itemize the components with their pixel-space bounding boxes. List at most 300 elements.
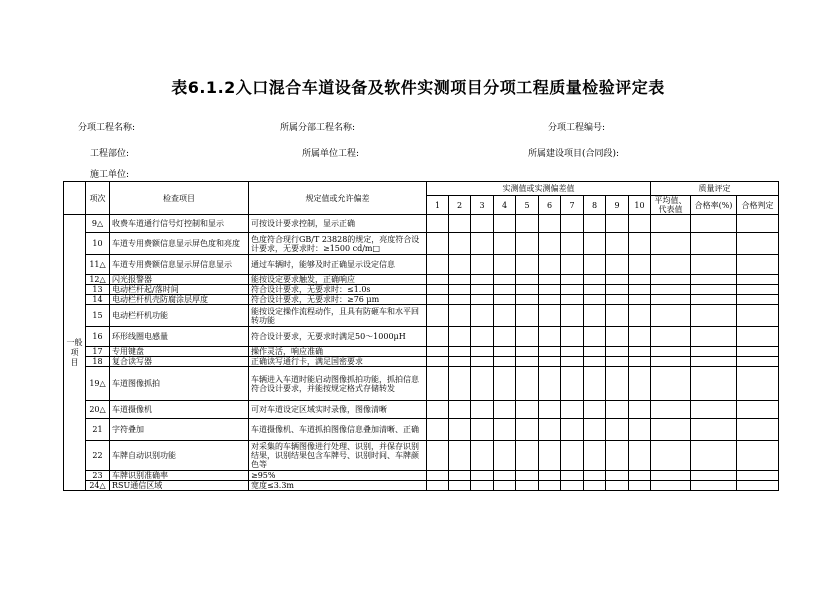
value-cell[interactable]: [606, 255, 629, 275]
value-cell[interactable]: [427, 327, 449, 347]
value-cell[interactable]: [691, 357, 737, 367]
value-cell[interactable]: [737, 215, 779, 233]
value-cell[interactable]: [471, 481, 494, 491]
value-cell[interactable]: [427, 401, 449, 419]
row-no: 13: [86, 285, 110, 295]
value-cell[interactable]: [691, 481, 737, 491]
row-item: 专用键盘: [110, 347, 249, 357]
value-cell[interactable]: [494, 471, 516, 481]
row-item: 车道专用费额信息显示屏色度和亮度: [110, 233, 249, 255]
value-cell[interactable]: [606, 275, 629, 285]
value-cell[interactable]: [516, 367, 539, 401]
value-cell[interactable]: [471, 419, 494, 441]
table-row: [64, 275, 779, 285]
value-cell[interactable]: [584, 233, 606, 255]
table-row: [64, 367, 779, 401]
value-cell[interactable]: [471, 285, 494, 295]
value-cell[interactable]: [516, 295, 539, 305]
value-cell[interactable]: [737, 419, 779, 441]
parent-project-name-label: 所属分部工程名称:: [280, 123, 356, 133]
value-cell[interactable]: [427, 347, 449, 357]
value-cell[interactable]: [651, 419, 691, 441]
value-cell[interactable]: [651, 275, 691, 285]
header-col-2: 2: [449, 196, 471, 215]
value-cell[interactable]: [427, 357, 449, 367]
value-cell[interactable]: [737, 367, 779, 401]
value-cell[interactable]: [629, 255, 651, 275]
value-cell[interactable]: [606, 305, 629, 327]
value-cell[interactable]: [539, 401, 561, 419]
value-cell[interactable]: [651, 347, 691, 357]
header-spec: 规定值或允许偏差: [249, 182, 427, 215]
value-cell[interactable]: [629, 275, 651, 285]
row-spec: 可按设计要求控制，显示正确: [249, 215, 427, 233]
value-cell[interactable]: [539, 481, 561, 491]
value-cell[interactable]: [629, 367, 651, 401]
value-cell[interactable]: [471, 275, 494, 285]
value-cell[interactable]: [494, 441, 516, 471]
value-cell[interactable]: [606, 419, 629, 441]
row-no: 19△: [86, 367, 110, 401]
value-cell[interactable]: [737, 275, 779, 285]
row-item: 电动栏杆机壳防腐涂层厚度: [110, 295, 249, 305]
value-cell[interactable]: [449, 327, 471, 347]
row-spec: 色度符合现行GB/T 23828的规定，亮度符合设计要求，无要求时：≥1500 cd/m□: [249, 233, 427, 255]
value-cell[interactable]: [516, 481, 539, 491]
value-cell[interactable]: [539, 285, 561, 295]
row-no: 18: [86, 357, 110, 367]
value-cell[interactable]: [471, 255, 494, 275]
value-cell[interactable]: [516, 471, 539, 481]
header-col-9: 9: [606, 196, 629, 215]
table-row: [64, 285, 779, 295]
table-row: [64, 233, 779, 255]
blank-header-cell: [64, 182, 86, 215]
value-cell[interactable]: [651, 441, 691, 471]
table-row: [64, 441, 779, 471]
table-row: [64, 327, 779, 347]
value-cell[interactable]: [691, 233, 737, 255]
row-spec: 通过车辆时，能够及时正确显示设定信息: [249, 255, 427, 275]
row-spec: 车道摄像机、车道抓拍图像信息叠加清晰、正确: [249, 419, 427, 441]
value-cell[interactable]: [494, 295, 516, 305]
value-cell[interactable]: [584, 255, 606, 275]
value-cell[interactable]: [651, 285, 691, 295]
value-cell[interactable]: [561, 295, 584, 305]
value-cell[interactable]: [449, 367, 471, 401]
value-cell[interactable]: [516, 347, 539, 357]
header-col-10: 10: [629, 196, 651, 215]
value-cell[interactable]: [651, 255, 691, 275]
value-cell[interactable]: [516, 419, 539, 441]
table-row: [64, 481, 779, 491]
category-cell: [64, 215, 86, 491]
value-cell[interactable]: [584, 357, 606, 367]
construction-unit-label: 施工单位:: [90, 170, 130, 180]
value-cell[interactable]: [471, 347, 494, 357]
value-cell[interactable]: [561, 401, 584, 419]
value-cell[interactable]: [539, 347, 561, 357]
value-cell[interactable]: [651, 305, 691, 327]
value-cell[interactable]: [539, 295, 561, 305]
value-cell[interactable]: [691, 419, 737, 441]
row-no: 16: [86, 327, 110, 347]
value-cell[interactable]: [449, 357, 471, 367]
category-label: 一般 项 目: [66, 337, 83, 367]
value-cell[interactable]: [737, 347, 779, 357]
table-row: [64, 419, 779, 441]
value-cell[interactable]: [427, 275, 449, 285]
value-cell[interactable]: [606, 295, 629, 305]
value-cell[interactable]: [691, 215, 737, 233]
row-no: 10: [86, 233, 110, 255]
header-pass-judge: 合格判定: [737, 196, 779, 215]
header-avg: 平均值、代表值: [651, 196, 691, 215]
row-spec: 车辆进入车道时能启动图像抓拍功能，抓拍信息符合设计要求，并能按规定格式存储转发: [249, 367, 427, 401]
value-cell[interactable]: [629, 285, 651, 295]
sub-project-code-label: 分项工程编号:: [548, 123, 606, 133]
value-cell[interactable]: [494, 357, 516, 367]
value-cell[interactable]: [691, 471, 737, 481]
value-cell[interactable]: [516, 275, 539, 285]
value-cell[interactable]: [691, 441, 737, 471]
value-cell[interactable]: [561, 347, 584, 357]
value-cell[interactable]: [629, 305, 651, 327]
value-cell[interactable]: [737, 295, 779, 305]
value-cell[interactable]: [539, 233, 561, 255]
value-cell[interactable]: [629, 233, 651, 255]
value-cell[interactable]: [691, 255, 737, 275]
value-cell[interactable]: [651, 357, 691, 367]
header-col-6: 6: [539, 196, 561, 215]
value-cell[interactable]: [584, 347, 606, 357]
value-cell[interactable]: [449, 275, 471, 285]
value-cell[interactable]: [561, 367, 584, 401]
row-no: 15: [86, 305, 110, 327]
row-no: 12△: [86, 275, 110, 285]
row-item: 车道图像抓拍: [110, 367, 249, 401]
value-cell[interactable]: [584, 327, 606, 347]
value-cell[interactable]: [427, 419, 449, 441]
row-spec: 能按设定操作流程动作，且具有防砸车和水平回转功能: [249, 305, 427, 327]
header-col-1: 1: [427, 196, 449, 215]
unit-project-name-label: 所属单位工程:: [302, 149, 360, 159]
value-cell[interactable]: [737, 441, 779, 471]
value-cell[interactable]: [606, 481, 629, 491]
row-no: 23: [86, 471, 110, 481]
row-spec: 操作灵活，响应准确: [249, 347, 427, 357]
value-cell[interactable]: [539, 327, 561, 347]
row-no: 14: [86, 295, 110, 305]
value-cell[interactable]: [651, 215, 691, 233]
value-cell[interactable]: [606, 441, 629, 471]
value-cell[interactable]: [471, 367, 494, 401]
value-cell[interactable]: [629, 481, 651, 491]
value-cell[interactable]: [584, 401, 606, 419]
row-item: 复合读写器: [110, 357, 249, 367]
value-cell[interactable]: [737, 327, 779, 347]
value-cell[interactable]: [471, 215, 494, 233]
value-cell[interactable]: [629, 215, 651, 233]
header-col-4: 4: [494, 196, 516, 215]
value-cell[interactable]: [539, 357, 561, 367]
row-item: 收费车道通行信号灯控制和显示: [110, 215, 249, 233]
row-item: 车牌自动识别功能: [110, 441, 249, 471]
value-cell[interactable]: [606, 215, 629, 233]
value-cell[interactable]: [449, 481, 471, 491]
value-cell[interactable]: [471, 327, 494, 347]
row-spec: 正确读写通行卡，满足国密要求: [249, 357, 427, 367]
value-cell[interactable]: [606, 401, 629, 419]
value-cell[interactable]: [449, 441, 471, 471]
value-cell[interactable]: [584, 305, 606, 327]
row-no: 11△: [86, 255, 110, 275]
row-no: 9△: [86, 215, 110, 233]
value-cell[interactable]: [449, 305, 471, 327]
value-cell[interactable]: [449, 471, 471, 481]
value-cell[interactable]: [561, 215, 584, 233]
value-cell[interactable]: [471, 441, 494, 471]
value-cell[interactable]: [629, 441, 651, 471]
value-cell[interactable]: [629, 401, 651, 419]
value-cell[interactable]: [561, 481, 584, 491]
row-item: RSU通信区域: [110, 481, 249, 491]
row-item: 电动栏杆机功能: [110, 305, 249, 327]
value-cell[interactable]: [449, 255, 471, 275]
value-cell[interactable]: [629, 327, 651, 347]
row-no: 24△: [86, 481, 110, 491]
value-cell[interactable]: [606, 233, 629, 255]
value-cell[interactable]: [584, 481, 606, 491]
header-col-8: 8: [584, 196, 606, 215]
row-item: 车牌识别准确率: [110, 471, 249, 481]
value-cell[interactable]: [494, 419, 516, 441]
value-cell[interactable]: [584, 275, 606, 285]
value-cell[interactable]: [494, 481, 516, 491]
value-cell[interactable]: [516, 357, 539, 367]
value-cell[interactable]: [427, 305, 449, 327]
value-cell[interactable]: [584, 471, 606, 481]
value-cell[interactable]: [691, 285, 737, 295]
value-cell[interactable]: [584, 367, 606, 401]
value-cell[interactable]: [427, 285, 449, 295]
value-cell[interactable]: [691, 275, 737, 285]
quality-table: [63, 181, 779, 491]
value-cell[interactable]: [427, 233, 449, 255]
value-cell[interactable]: [449, 401, 471, 419]
value-cell[interactable]: [584, 419, 606, 441]
value-cell[interactable]: [516, 255, 539, 275]
value-cell[interactable]: [471, 401, 494, 419]
value-cell[interactable]: [737, 305, 779, 327]
value-cell[interactable]: [584, 441, 606, 471]
value-cell[interactable]: [539, 305, 561, 327]
value-cell[interactable]: [516, 305, 539, 327]
value-cell[interactable]: [629, 419, 651, 441]
row-no: 17: [86, 347, 110, 357]
value-cell[interactable]: [691, 327, 737, 347]
value-cell[interactable]: [737, 285, 779, 295]
value-cell[interactable]: [494, 285, 516, 295]
row-item: 电动栏杆起/落时间: [110, 285, 249, 295]
value-cell[interactable]: [539, 215, 561, 233]
row-spec: ≥95%: [249, 471, 427, 481]
value-cell[interactable]: [494, 215, 516, 233]
header-measured: 实测值或实测偏差值: [427, 182, 651, 196]
value-cell[interactable]: [561, 327, 584, 347]
value-cell[interactable]: [427, 471, 449, 481]
value-cell[interactable]: [691, 401, 737, 419]
value-cell[interactable]: [471, 471, 494, 481]
value-cell[interactable]: [539, 419, 561, 441]
value-cell[interactable]: [584, 285, 606, 295]
value-cell[interactable]: [449, 295, 471, 305]
row-item: 车道专用费额信息显示屏信息显示: [110, 255, 249, 275]
construction-item-label: 所属建设项目(合同段):: [528, 149, 620, 159]
value-cell[interactable]: [691, 367, 737, 401]
value-cell[interactable]: [561, 305, 584, 327]
table-row: [64, 471, 779, 481]
value-cell[interactable]: [629, 347, 651, 357]
table-row: [64, 347, 779, 357]
header-col-7: 7: [561, 196, 584, 215]
project-location-label: 工程部位:: [90, 149, 130, 159]
value-cell[interactable]: [737, 255, 779, 275]
value-cell[interactable]: [427, 367, 449, 401]
value-cell[interactable]: [561, 441, 584, 471]
value-cell[interactable]: [737, 481, 779, 491]
value-cell[interactable]: [449, 419, 471, 441]
value-cell[interactable]: [539, 255, 561, 275]
row-item: 闪光报警器: [110, 275, 249, 285]
row-no: 20△: [86, 401, 110, 419]
value-cell[interactable]: [651, 327, 691, 347]
value-cell[interactable]: [737, 401, 779, 419]
row-item: 环形线圈电感量: [110, 327, 249, 347]
row-spec: 符合设计要求，无要求时：≤1.0s: [249, 285, 427, 295]
value-cell[interactable]: [606, 367, 629, 401]
table-row: [64, 305, 779, 327]
header-quality: 质量评定: [651, 182, 779, 196]
value-cell[interactable]: [651, 481, 691, 491]
value-cell[interactable]: [471, 233, 494, 255]
value-cell[interactable]: [561, 255, 584, 275]
header-col-3: 3: [471, 196, 494, 215]
value-cell[interactable]: [494, 275, 516, 285]
value-cell[interactable]: [539, 471, 561, 481]
value-cell[interactable]: [606, 471, 629, 481]
value-cell[interactable]: [539, 367, 561, 401]
value-cell[interactable]: [539, 275, 561, 285]
value-cell[interactable]: [629, 295, 651, 305]
value-cell[interactable]: [494, 255, 516, 275]
page-title: 表6.1.2入口混合车道设备及软件实测项目分项工程质量检验评定表: [171, 78, 665, 97]
value-cell[interactable]: [561, 233, 584, 255]
value-cell[interactable]: [606, 327, 629, 347]
value-cell[interactable]: [737, 233, 779, 255]
value-cell[interactable]: [651, 367, 691, 401]
value-cell[interactable]: [651, 471, 691, 481]
value-cell[interactable]: [561, 419, 584, 441]
value-cell[interactable]: [494, 327, 516, 347]
value-cell[interactable]: [516, 285, 539, 295]
row-spec: 符合设计要求，无要求时：≥76 μm: [249, 295, 427, 305]
table-row: [64, 401, 779, 419]
value-cell[interactable]: [449, 215, 471, 233]
value-cell[interactable]: [494, 401, 516, 419]
value-cell[interactable]: [606, 285, 629, 295]
table-row: [64, 215, 779, 233]
value-cell[interactable]: [449, 233, 471, 255]
value-cell[interactable]: [494, 305, 516, 327]
value-cell[interactable]: [691, 347, 737, 357]
row-item: 字符叠加: [110, 419, 249, 441]
table-row: [64, 357, 779, 367]
header-col-5: 5: [516, 196, 539, 215]
value-cell[interactable]: [691, 305, 737, 327]
value-cell[interactable]: [606, 347, 629, 357]
value-cell[interactable]: [427, 255, 449, 275]
value-cell[interactable]: [449, 347, 471, 357]
value-cell[interactable]: [427, 441, 449, 471]
value-cell[interactable]: [561, 285, 584, 295]
value-cell[interactable]: [691, 295, 737, 305]
value-cell[interactable]: [427, 481, 449, 491]
value-cell[interactable]: [516, 327, 539, 347]
value-cell[interactable]: [629, 357, 651, 367]
value-cell[interactable]: [737, 471, 779, 481]
value-cell[interactable]: [471, 305, 494, 327]
row-spec: 能按设定要求触发，正确响应: [249, 275, 427, 285]
table-row: [64, 295, 779, 305]
value-cell[interactable]: [584, 215, 606, 233]
value-cell[interactable]: [494, 367, 516, 401]
row-spec: 宽度≤3.3m: [249, 481, 427, 491]
table-row: [64, 255, 779, 275]
row-spec: 对采集的车辆图像进行处理、识别，并保存识别结果，识别结果包含车牌号、识别时间、车牌颜色等: [249, 441, 427, 471]
row-no: 22: [86, 441, 110, 471]
value-cell[interactable]: [651, 233, 691, 255]
value-cell[interactable]: [516, 215, 539, 233]
value-cell[interactable]: [561, 275, 584, 285]
value-cell[interactable]: [516, 233, 539, 255]
row-no: 21: [86, 419, 110, 441]
value-cell[interactable]: [449, 285, 471, 295]
value-cell[interactable]: [427, 295, 449, 305]
header-pass-rate: 合格率(%): [691, 196, 737, 215]
header-check-item: 检查项目: [110, 182, 249, 215]
value-cell[interactable]: [561, 471, 584, 481]
value-cell[interactable]: [561, 357, 584, 367]
value-cell[interactable]: [494, 233, 516, 255]
value-cell[interactable]: [584, 295, 606, 305]
value-cell[interactable]: [606, 357, 629, 367]
value-cell[interactable]: [651, 295, 691, 305]
row-spec: 可对车道设定区域实时录像，图像清晰: [249, 401, 427, 419]
row-item: 车道摄像机: [110, 401, 249, 419]
value-cell[interactable]: [629, 471, 651, 481]
value-cell[interactable]: [516, 441, 539, 471]
value-cell[interactable]: [471, 357, 494, 367]
value-cell[interactable]: [471, 295, 494, 305]
value-cell[interactable]: [737, 357, 779, 367]
row-spec: 符合设计要求，无要求时满足50～1000μH: [249, 327, 427, 347]
value-cell[interactable]: [494, 347, 516, 357]
value-cell[interactable]: [651, 401, 691, 419]
value-cell[interactable]: [516, 401, 539, 419]
value-cell[interactable]: [427, 215, 449, 233]
value-cell[interactable]: [539, 441, 561, 471]
